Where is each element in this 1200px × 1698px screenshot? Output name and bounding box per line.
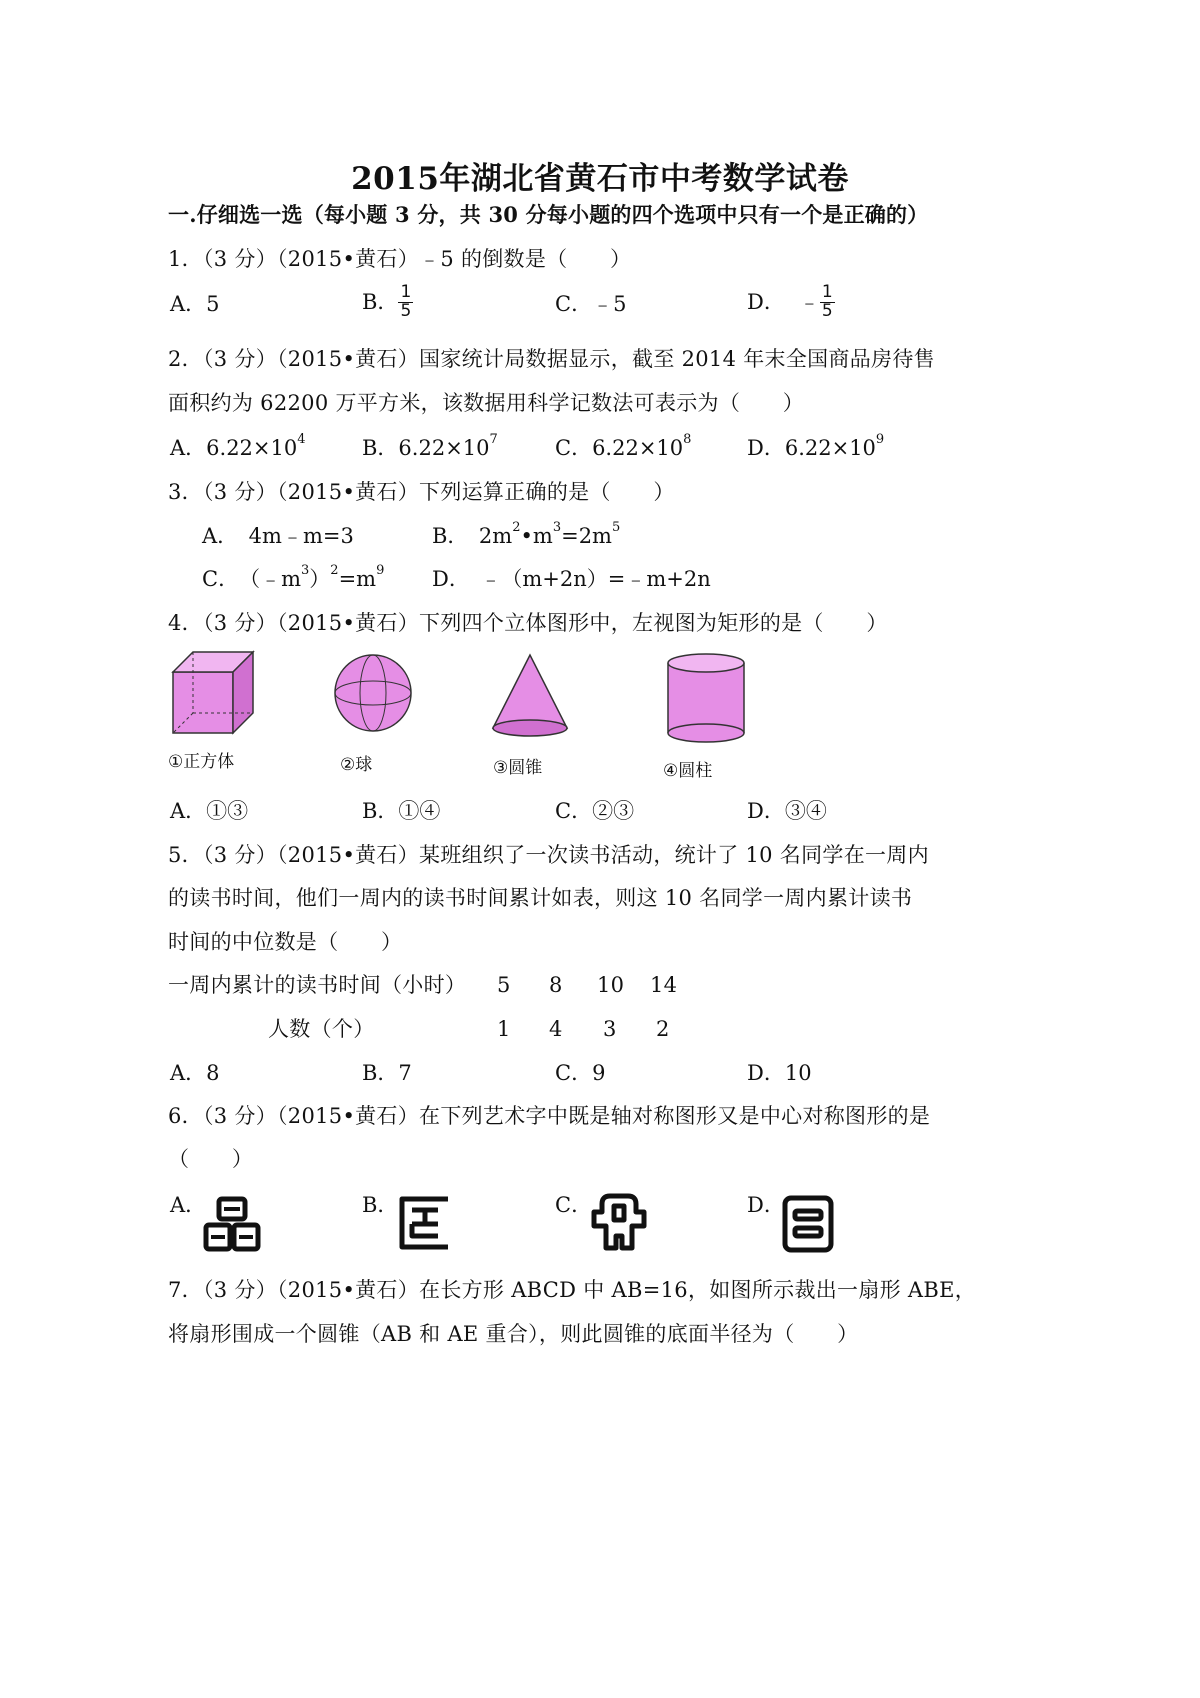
question-5-stem-line1: 5．（3 分）（2015•黄石）某班组织了一次读书活动，统计了 10 名同学在一周内 bbox=[168, 843, 929, 867]
question-5-stem-line2: 的读书时间，他们一周内的读书时间累计如表，则这 10 名同学一周内累计读书 bbox=[168, 886, 913, 910]
q1-option-b-fraction bbox=[398, 284, 413, 321]
art-glyph-b bbox=[396, 1194, 454, 1252]
page-title: 2015年湖北省黄石市中考数学试卷 bbox=[351, 161, 849, 197]
q1-option-d-fraction bbox=[820, 284, 835, 321]
q2-d-base: D．6.22×10 bbox=[747, 436, 876, 460]
table-cell: 5 bbox=[497, 973, 511, 997]
table-cell: 4 bbox=[549, 1017, 563, 1041]
sphere-figure bbox=[335, 655, 411, 731]
q4-option-b: B．①④ bbox=[362, 799, 441, 823]
q2-option-c bbox=[555, 432, 692, 461]
q3-c-expression: $(﹣m^3)^2=m^9$ bbox=[228, 563, 385, 591]
q1-option-d bbox=[747, 284, 835, 321]
question-7-stem-line2: 将扇形围成一个圆锥（AB 和 AE 重合），则此圆锥的底面半径为（ ） bbox=[168, 1322, 859, 1346]
q6-option-c-label: C． bbox=[555, 1193, 593, 1217]
q2-option-a bbox=[170, 432, 306, 461]
table-row2-label: 人数（个） bbox=[268, 1017, 375, 1041]
q3-option-b bbox=[432, 520, 621, 549]
question-7-stem-line1: 7．（3 分）（2015•黄石）在长方形 ABCD 中 AB=16，如图所示裁出一扇形 ABE， bbox=[168, 1278, 977, 1302]
cylinder-figure bbox=[668, 654, 744, 742]
q3-c-label: C． bbox=[202, 567, 229, 591]
q3-option-d: D． ﹣（m+2n）=﹣m+2n bbox=[432, 567, 711, 591]
question-3-stem: 3．（3 分）（2015•黄石）下列运算正确的是（ ） bbox=[168, 480, 675, 504]
q2-b-exponent: 7 bbox=[489, 432, 498, 447]
table-cell: 1 bbox=[497, 1017, 511, 1041]
q3-b-label: B． bbox=[432, 524, 458, 548]
shape-label-cylinder: ④圆柱 bbox=[663, 761, 713, 781]
question-2-stem-line2: 面积约为 62200 万平方米，该数据用科学记数法可表示为（ ） bbox=[168, 391, 805, 415]
q5-option-a: A．8 bbox=[170, 1061, 220, 1085]
question-6-stem-line2: （ ） bbox=[168, 1147, 254, 1171]
art-glyph-c bbox=[588, 1192, 650, 1254]
cube-figure bbox=[173, 652, 253, 733]
shape-label-cube: ①正方体 bbox=[168, 752, 235, 772]
q3-option-c bbox=[202, 563, 385, 592]
q2-a-exponent: 4 bbox=[297, 432, 306, 447]
q5-option-d: D．10 bbox=[747, 1061, 812, 1085]
q1-option-d-sign: ﹣ bbox=[798, 290, 820, 315]
shape-label-sphere: ②球 bbox=[340, 755, 373, 775]
q4-option-c: C．②③ bbox=[555, 799, 635, 823]
q2-option-d bbox=[747, 432, 885, 461]
q2-option-b bbox=[362, 432, 498, 461]
cone-figure bbox=[493, 655, 567, 736]
q1-option-d-label: D． bbox=[747, 290, 785, 315]
table-cell: 10 bbox=[597, 973, 625, 997]
question-2-stem-line1: 2．（3 分）（2015•黄石）国家统计局数据显示，截至 2014 年末全国商品房待售 bbox=[168, 347, 935, 371]
q3-b-expression: $2m^2•m^3=2m^5$ bbox=[457, 520, 621, 548]
q1-option-b bbox=[362, 284, 413, 321]
table-cell: 14 bbox=[650, 973, 678, 997]
shape-label-cone: ③圆锥 bbox=[493, 758, 543, 778]
q4-option-d: D．③④ bbox=[747, 799, 827, 823]
question-6-stem-line1: 6．（3 分）（2015•黄石）在下列艺术字中既是轴对称图形又是中心对称图形的是 bbox=[168, 1104, 931, 1128]
q1-option-a: A．5 bbox=[170, 292, 220, 316]
q1-option-c: C．﹣5 bbox=[555, 292, 627, 316]
q2-c-base: C．6.22×10 bbox=[555, 436, 684, 460]
fraction-numerator: 1 bbox=[821, 282, 833, 302]
q1-option-b-label: B． bbox=[362, 290, 399, 315]
q6-option-d-label: D． bbox=[747, 1193, 785, 1217]
table-cell: 3 bbox=[603, 1017, 617, 1041]
q6-option-b-label: B． bbox=[362, 1193, 399, 1217]
question-4-stem: 4．（3 分）（2015•黄石）下列四个立体图形中，左视图为矩形的是（ ） bbox=[168, 611, 888, 635]
q6-option-a-label: A． bbox=[170, 1193, 207, 1217]
fraction-numerator: 1 bbox=[400, 282, 412, 302]
q2-b-base: B．6.22×10 bbox=[362, 436, 490, 460]
section-heading: 一.仔细选一选（每小题 3 分，共 30 分每小题的四个选项中只有一个是正确的） bbox=[168, 202, 929, 227]
q2-d-exponent: 9 bbox=[875, 432, 885, 447]
art-glyph-a bbox=[202, 1195, 262, 1255]
table-cell: 2 bbox=[656, 1017, 670, 1041]
q4-option-a: A．①③ bbox=[170, 799, 249, 823]
q3-option-a: A． 4m﹣m=3 bbox=[202, 524, 354, 548]
fraction-denominator: 5 bbox=[400, 300, 412, 321]
table-cell: 8 bbox=[549, 973, 563, 997]
question-1-stem: 1．（3 分）（2015•黄石）﹣5 的倒数是（ ） bbox=[168, 247, 632, 271]
table-row1-label: 一周内累计的读书时间（小时） bbox=[168, 973, 467, 997]
q2-a-base: A．6.22×10 bbox=[170, 436, 298, 460]
art-glyph-d bbox=[780, 1194, 836, 1254]
q5-option-b: B．7 bbox=[362, 1061, 412, 1085]
q2-c-exponent: 8 bbox=[683, 432, 692, 447]
fraction-denominator: 5 bbox=[821, 300, 833, 321]
q5-option-c: C．9 bbox=[555, 1061, 606, 1085]
question-5-stem-line3: 时间的中位数是（ ） bbox=[168, 930, 403, 954]
